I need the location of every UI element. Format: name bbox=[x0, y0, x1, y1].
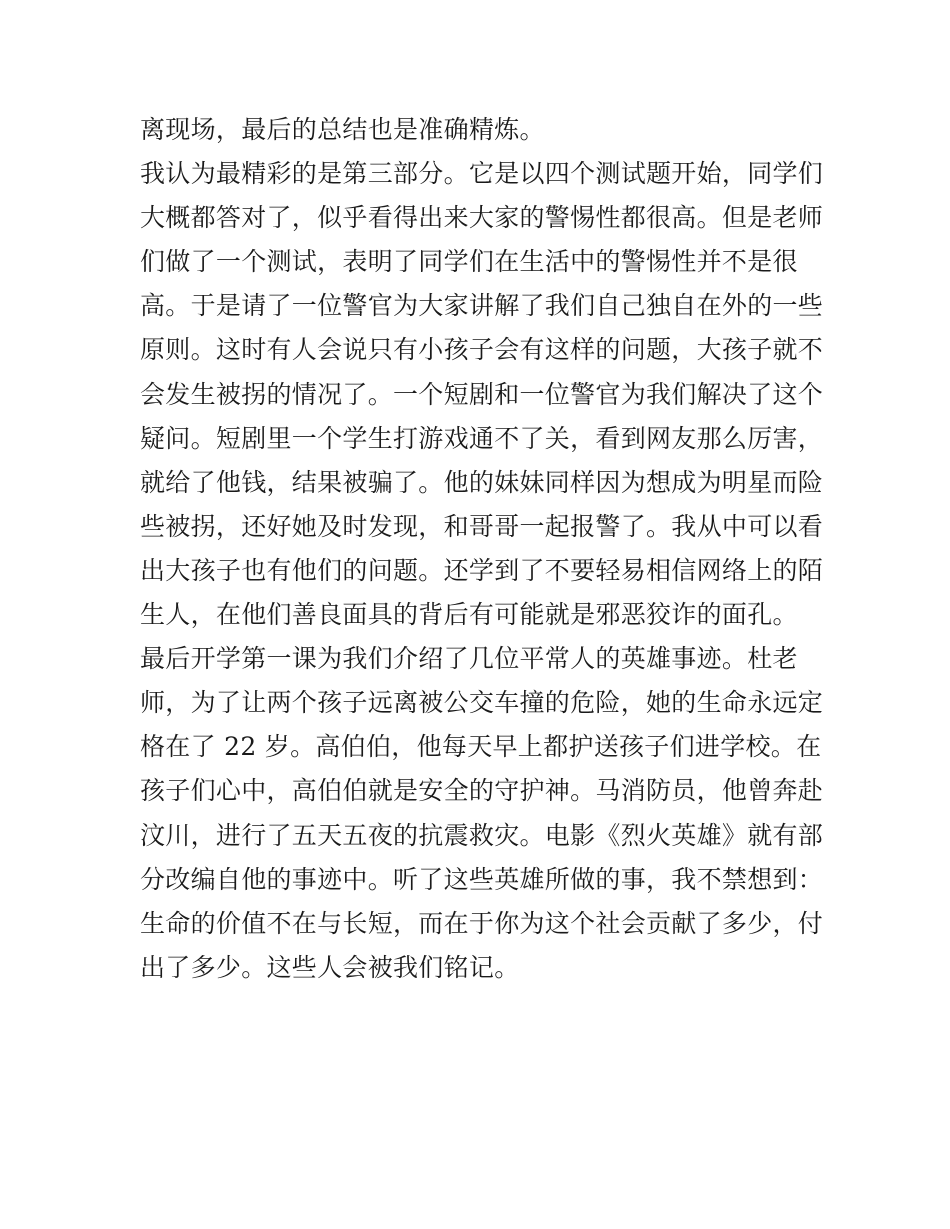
text-line: 原则。这时有人会说只有小孩子会有这样的问题，大孩子就不 bbox=[140, 335, 824, 365]
text-line: 生命的价值不在与长短，而在于你为这个社会贡献了多少，付 bbox=[140, 908, 824, 938]
text-line: 出了多少。这些人会被我们铭记。 bbox=[140, 952, 520, 982]
text-line: 师，为了让两个孩子远离被公交车撞的危险，她的生命永远定 bbox=[140, 688, 824, 718]
document-body bbox=[140, 108, 830, 990]
text-line: 格在了 22 岁。高伯伯，他每天早上都护送孩子们进学校。在 bbox=[140, 732, 822, 762]
text-line: 高。于是请了一位警官为大家讲解了我们自己独自在外的一些 bbox=[140, 291, 824, 321]
text-line: 最后开学第一课为我们介绍了几位平常人的英雄事迹。杜老 bbox=[140, 644, 798, 674]
text-line: 分改编自他的事迹中。听了这些英雄所做的事，我不禁想到： bbox=[140, 864, 824, 894]
text-line: 大概都答对了，似乎看得出来大家的警惕性都很高。但是老师 bbox=[140, 203, 824, 233]
text-line: 们做了一个测试，表明了同学们在生活中的警惕性并不是很 bbox=[140, 247, 798, 277]
text-line: 会发生被拐的情况了。一个短剧和一位警官为我们解决了这个 bbox=[140, 379, 824, 409]
text-line: 出大孩子也有他们的问题。还学到了不要轻易相信网络上的陌 bbox=[140, 555, 824, 585]
text-line: 孩子们心中，高伯伯就是安全的守护神。马消防员，他曾奔赴 bbox=[140, 776, 824, 806]
text-line: 离现场，最后的总结也是准确精炼。 bbox=[140, 115, 545, 144]
text-line: 生人，在他们善良面具的背后有可能就是邪恶狡诈的面孔。 bbox=[140, 600, 798, 630]
text-line: 疑问。短剧里一个学生打游戏通不了关，看到网友那么厉害， bbox=[140, 423, 824, 453]
text-line: 些被拐，还好她及时发现，和哥哥一起报警了。我从中可以看 bbox=[140, 511, 824, 541]
text-line: 我认为最精彩的是第三部分。它是以四个测试题开始，同学们 bbox=[140, 159, 824, 189]
text-line: 就给了他钱，结果被骗了。他的妹妹同样因为想成为明星而险 bbox=[140, 467, 824, 497]
text-line: 汶川，进行了五天五夜的抗震救灾。电影《烈火英雄》就有部 bbox=[140, 820, 824, 850]
